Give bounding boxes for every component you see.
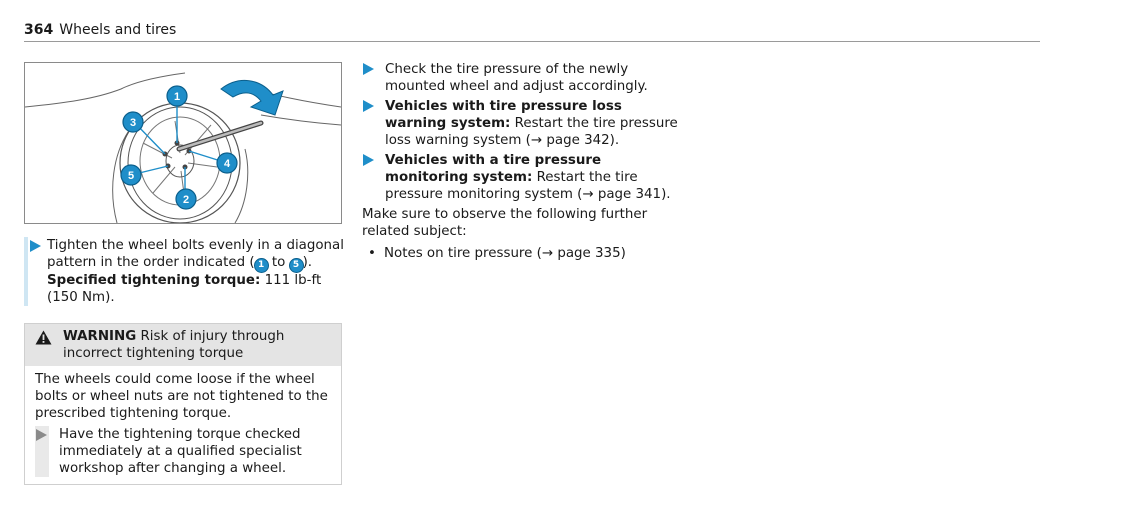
warning-header [25, 324, 341, 366]
page-number: 364 [24, 22, 54, 38]
callout-ref-1: 1 [255, 259, 268, 272]
callout-2: 2 [182, 194, 190, 206]
section-title: Wheels and tires [59, 22, 177, 38]
warning-title: Risk of injury through incorrect tightening torque [63, 329, 285, 361]
bullet-dot: • [368, 246, 376, 261]
step-arrow-icon [36, 429, 47, 441]
further-subjects-intro: Make sure to observe the following further related subject: [362, 207, 648, 239]
warning-box [24, 323, 342, 485]
wheel-bolt-figure [24, 62, 342, 224]
callout-5: 5 [127, 170, 135, 182]
callout-ref-5: 5 [290, 259, 303, 272]
callout-3: 3 [129, 117, 137, 129]
further-subject-link[interactable]: Notes on tire pressure (→ page 335) [384, 246, 626, 261]
tire-pressure-loss-warning-step: Vehicles with tire pressure loss warning system: Restart the tire pressure loss warning system (→ page 342). [362, 98, 682, 149]
page-header [24, 22, 1040, 42]
warning-triangle-icon [35, 330, 52, 345]
tighten-bolts-step: Tighten the wheel bolts evenly in a diagonal pattern in the order indicated ( 1 to 5 ). Specified tightening torque: 111 lb-ft (150 Nm). [24, 237, 344, 306]
step-arrow-icon [363, 100, 374, 112]
step-arrow-icon [363, 154, 374, 166]
warning-body: The wheels could come loose if the wheel bolts or wheel nuts are not tightened to the prescribed tightening torque. [35, 372, 328, 421]
step-arrow-icon [30, 240, 41, 252]
warning-label: WARNING [63, 329, 137, 344]
callout-1: 1 [173, 91, 181, 103]
step-arrow-icon [363, 63, 374, 75]
right-column [362, 61, 682, 262]
tire-pressure-monitoring-step: Vehicles with a tire pressure monitoring system: Restart the tire pressure monitoring system (→ page 341). [362, 152, 682, 203]
warning-step: Have the tightening torque checked immediately at a qualified specialist workshop after changing a wheel. [35, 426, 331, 477]
further-subject-item[interactable] [362, 245, 682, 262]
check-tire-pressure-step: Check the tire pressure of the newly mounted wheel and adjust accordingly. [362, 61, 682, 95]
torque-value: 111 lb-ft (150 Nm). [47, 273, 322, 305]
wheel-bolt-tightening-illustration [25, 63, 341, 223]
callout-4: 4 [223, 158, 231, 170]
torque-label: Specified tightening torque: [47, 273, 261, 288]
